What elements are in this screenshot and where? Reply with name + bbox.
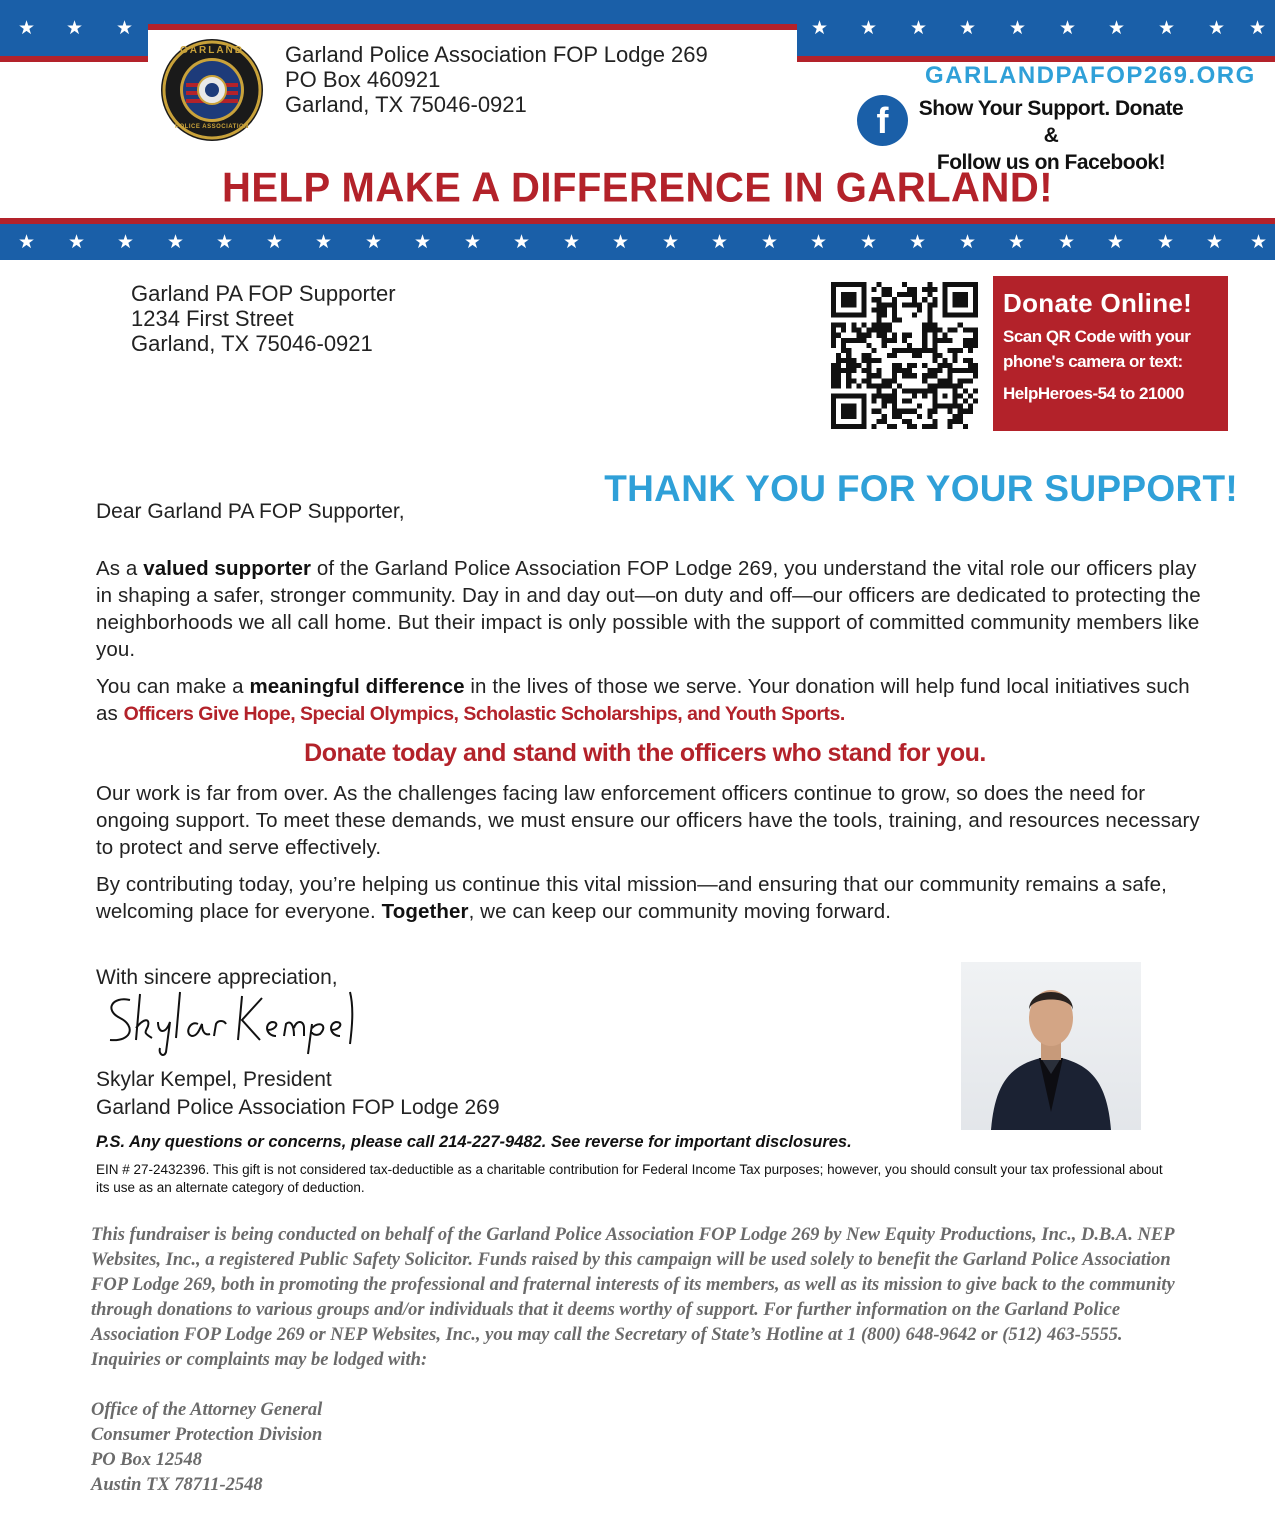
org-address	[285, 42, 708, 117]
star-icon: ★	[513, 231, 531, 253]
recipient-line: 1234 First Street	[131, 306, 294, 331]
org-address-line: Garland, TX 75046-0921	[285, 92, 527, 117]
recipient-line: Garland, TX 75046-0921	[131, 331, 373, 356]
closing: With sincere appreciation,	[96, 966, 338, 989]
star-icon: ★	[909, 231, 927, 253]
star-icon: ★	[1009, 17, 1027, 39]
star-icon: ★	[910, 17, 928, 39]
attorney-general-address	[91, 1398, 322, 1498]
star-icon: ★	[464, 231, 482, 253]
star-icon: ★	[1206, 231, 1224, 253]
greeting: Dear Garland PA FOP Supporter,	[96, 500, 405, 523]
star-icon: ★	[711, 231, 729, 253]
star-icon: ★	[1249, 17, 1267, 39]
star-icon: ★	[662, 231, 680, 253]
org-address-line: Garland Police Association FOP Lodge 269	[285, 42, 708, 67]
paragraph-4: By contributing today, you’re helping us continue this vital mission—and ensuring that our community remains a safe, welcoming place for everyone. Together, we can keep our community moving forward.	[96, 873, 1167, 923]
paragraph-2: You can make a meaningful difference in the lives of those we serve. Your donation will help fund local initiatives such as Officers Give Hope, Special Olympics, Scholastic Scholarships, and Youth Sports.	[96, 675, 1190, 725]
paragraph-3: Our work is far from over. As the challenges facing law enforcement officers continue to grow, so does the need for ongoing support. To meet these demands, we must ensure our officers have the tools, training, and resources necessary to protect and serve effectively.	[96, 782, 1200, 859]
logo-text-top: GARLAND	[180, 45, 244, 56]
signer-org: Garland Police Association FOP Lodge 269	[96, 1096, 500, 1119]
star-icon: ★	[167, 231, 185, 253]
signer-block	[96, 1066, 500, 1122]
star-icon: ★	[1107, 231, 1125, 253]
facebook-icon[interactable]: f	[857, 95, 908, 146]
star-icon: ★	[18, 17, 36, 39]
ein-disclaimer: EIN # 27-2432396. This gift is not considered tax-deductible as a charitable contribution for Federal Income Tax purposes; however, you should consult your tax professional about its use as an alternate category of deduction.	[96, 1162, 1163, 1195]
recipient-address	[131, 281, 396, 356]
star-icon: ★	[1208, 17, 1226, 39]
thank-you-heading: THANK YOU FOR YOUR SUPPORT!	[604, 468, 1238, 509]
recipient-line: Garland PA FOP Supporter	[131, 281, 396, 306]
star-icon: ★	[68, 231, 86, 253]
star-icon: ★	[365, 231, 383, 253]
star-icon: ★	[1059, 17, 1077, 39]
star-icon: ★	[66, 17, 84, 39]
org-address-line: PO Box 460921	[285, 67, 441, 92]
postscript: P.S. Any questions or concerns, please call 214-227-9482. See reverse for important disclosures.	[96, 1133, 852, 1151]
star-icon: ★	[563, 231, 581, 253]
solicitation-disclosure: This fundraiser is being conducted on behalf of the Garland Police Association FOP Lodge 269 by New Equity Productions, Inc., D.B.A. NEP Websites, Inc., a registered Public Safety Solicitor. Funds raised by this campaign will be used solely to benefit the Garland Police Association FOP Lodge 269, both in promoting the professional and fraternal interests of its members, as well as its mission to give back to the community through donations to various groups and/or individuals that it deems worthy of support. For further information on the Garland Police Association FOP Lodge 269 or NEP Websites, Inc., you may call the Secretary of State’s Hotline at 1 (800) 648-9642 or (512) 463-5555. Inquiries or complaints may be lodged with:	[91, 1225, 1175, 1370]
star-icon: ★	[860, 231, 878, 253]
initiatives-list: Officers Give Hope, Special Olympics, Scholastic Scholarships, and Youth Sports.	[123, 703, 845, 725]
star-icon: ★	[860, 17, 878, 39]
star-icon: ★	[1250, 231, 1268, 253]
star-icon: ★	[117, 231, 135, 253]
star-icon: ★	[216, 231, 234, 253]
donate-line2: phone's camera or text:	[1003, 352, 1183, 371]
star-icon: ★	[811, 17, 829, 39]
star-icon: ★	[315, 231, 333, 253]
donate-callout: Donate today and stand with the officers who stand for you.	[304, 739, 986, 767]
paragraph-1: As a valued supporter of the Garland Police Association FOP Lodge 269, you understand the vital role our officers play in shaping a safer, stronger community. Day in and day out—on duty and off—our officers are dedicated to protecting the neighborhoods we all call home. But their impact is only possible with the support of committed community members like you.	[96, 557, 1201, 661]
star-icon: ★	[810, 231, 828, 253]
website-link[interactable]: GARLANDPAFOP269.ORG	[925, 62, 1256, 89]
star-icon: ★	[959, 17, 977, 39]
mid-star-band	[0, 224, 1275, 260]
donate-title: Donate Online!	[1003, 288, 1193, 318]
qr-code[interactable]	[831, 282, 978, 429]
ag-address-line: Office of the Attorney General	[91, 1400, 323, 1420]
facebook-callout-line2: Follow us on Facebook!	[936, 151, 1166, 174]
donate-text-code: HelpHeroes-54 to 21000	[1003, 384, 1184, 403]
logo-text-bottom: POLICE ASSOCIATION	[174, 124, 249, 130]
star-icon: ★	[1008, 231, 1026, 253]
top-banner-mid	[148, 0, 797, 24]
president-photo	[961, 962, 1141, 1130]
facebook-callout-line1: Show Your Support. Donate &	[918, 97, 1184, 147]
star-icon: ★	[266, 231, 284, 253]
star-icon: ★	[959, 231, 977, 253]
star-icon: ★	[1108, 17, 1126, 39]
headline: HELP MAKE A DIFFERENCE IN GARLAND!	[221, 164, 1054, 212]
signature	[100, 988, 370, 1058]
star-icon: ★	[1157, 231, 1175, 253]
top-red-stripe-left	[0, 56, 148, 62]
donate-online-box	[993, 276, 1228, 431]
ag-address-line: Consumer Protection Division	[91, 1425, 323, 1445]
star-icon: ★	[1058, 231, 1076, 253]
facebook-callout	[915, 95, 1187, 176]
star-icon: ★	[1158, 17, 1176, 39]
ag-address-line: PO Box 12548	[91, 1450, 202, 1470]
star-icon: ★	[612, 231, 630, 253]
donate-line1: Scan QR Code with your	[1003, 327, 1191, 346]
star-icon: ★	[116, 17, 134, 39]
association-logo	[160, 38, 264, 142]
signer-name: Skylar Kempel, President	[96, 1068, 332, 1091]
star-icon: ★	[18, 231, 36, 253]
star-icon: ★	[414, 231, 432, 253]
ag-address-line: Austin TX 78711-2548	[91, 1475, 263, 1495]
star-icon: ★	[761, 231, 779, 253]
